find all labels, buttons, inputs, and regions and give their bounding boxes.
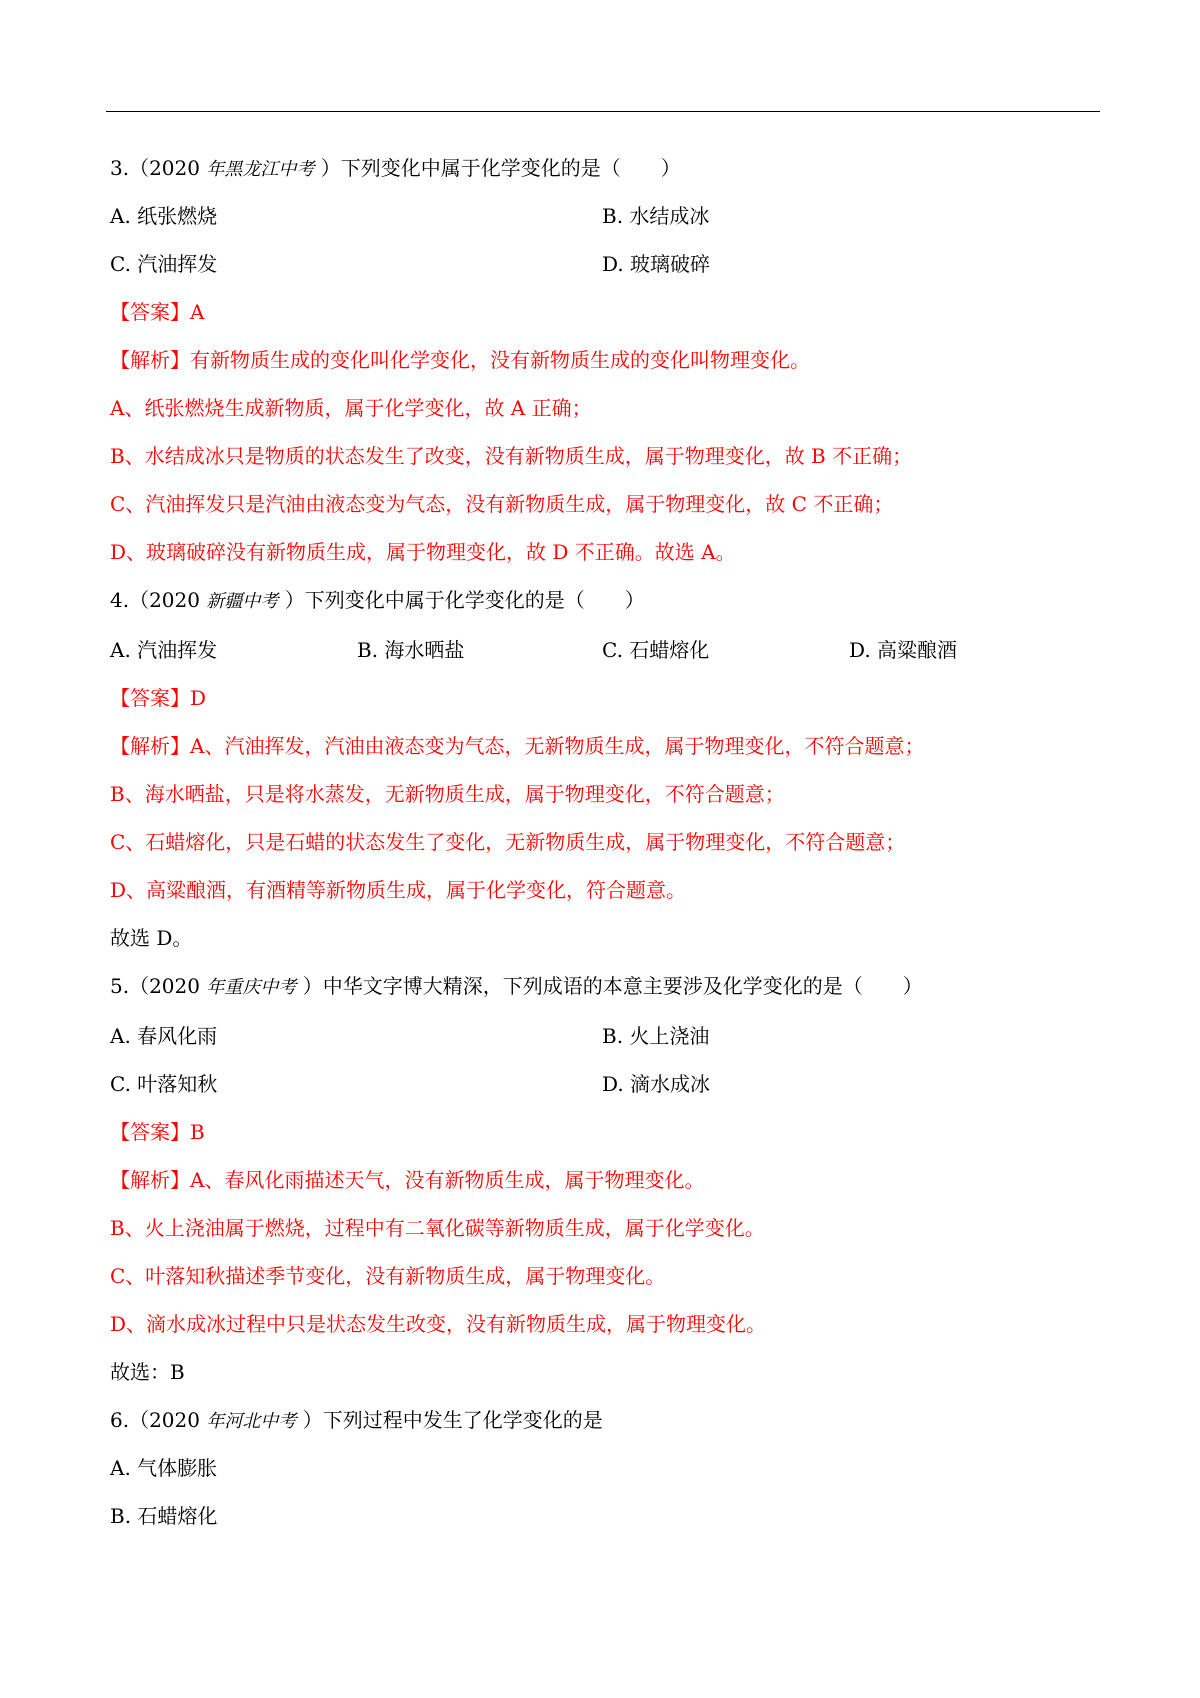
question-5-analysis-2: B、火上浇油属于燃烧，过程中有二氧化碳等新物质生成，属于化学变化。 (110, 1216, 765, 1240)
question-5-conclusion: 故选：B (110, 1360, 185, 1384)
question-5-option-a: A. 春风化雨 (110, 1024, 218, 1048)
question-3-option-c: C. 汽油挥发 (110, 252, 218, 276)
question-3-analysis-2: A、纸张燃烧生成新物质，属于化学变化，故 A 正确； (110, 396, 592, 420)
question-5-answer: 【答案】B (110, 1120, 205, 1144)
question-5-analysis-3: C、叶落知秋描述季节变化，没有新物质生成，属于物理变化。 (110, 1264, 666, 1288)
question-5-analysis-1: 【解析】A、春风化雨描述天气，没有新物质生成，属于物理变化。 (110, 1168, 705, 1192)
question-6-option-a: A. 气体膨胀 (110, 1456, 218, 1480)
header-rule (106, 111, 1100, 112)
question-3-analysis-1: 【解析】有新物质生成的变化叫化学变化，没有新物质生成的变化叫物理变化。 (110, 348, 810, 372)
question-4-analysis-2: B、海水晒盐，只是将水蒸发，无新物质生成，属于物理变化，不符合题意； (110, 782, 785, 806)
question-5-option-b: B. 火上浇油 (602, 1024, 710, 1048)
question-5-stem: 5.（2020 年重庆中考 ）中华文字博大精深，下列成语的本意主要涉及化学变化的是（ ） (110, 974, 923, 998)
question-3-option-a: A. 纸张燃烧 (110, 204, 218, 228)
question-4-stem: 4.（2020 新疆中考 ）下列变化中属于化学变化的是（ ） (110, 588, 645, 612)
question-3-option-b: B. 水结成冰 (602, 204, 710, 228)
question-4-analysis-4: D、高粱酿酒，有酒精等新物质生成，属于化学变化，符合题意。 (110, 878, 687, 902)
question-4-analysis-1: 【解析】A、汽油挥发，汽油由液态变为气态，无新物质生成，属于物理变化，不符合题意； (110, 734, 925, 758)
question-3-answer: 【答案】A (110, 300, 205, 324)
question-4-option-b: B. 海水晒盐 (357, 638, 465, 662)
question-4-option-c: C. 石蜡熔化 (602, 638, 710, 662)
question-4-option-d: D. 高粱酿酒 (849, 638, 958, 662)
question-4-analysis-3: C、石蜡熔化，只是石蜡的状态发生了变化，无新物质生成，属于物理变化，不符合题意； (110, 830, 906, 854)
question-3-analysis-4: C、汽油挥发只是汽油由液态变为气态，没有新物质生成，属于物理变化，故 C 不正确； (110, 492, 894, 516)
question-5-option-c: C. 叶落知秋 (110, 1072, 218, 1096)
question-6-option-b: B. 石蜡熔化 (110, 1504, 218, 1528)
question-4-conclusion: 故选 D。 (110, 926, 193, 950)
question-4-option-a: A. 汽油挥发 (110, 638, 218, 662)
question-4-answer: 【答案】D (110, 686, 207, 710)
question-3-analysis-3: B、水结成冰只是物质的状态发生了改变，没有新物质生成，属于物理变化，故 B 不正确； (110, 444, 913, 468)
question-5-option-d: D. 滴水成冰 (602, 1072, 711, 1096)
question-3-option-d: D. 玻璃破碎 (602, 252, 711, 276)
question-5-analysis-4: D、滴水成冰过程中只是状态发生改变，没有新物质生成，属于物理变化。 (110, 1312, 767, 1336)
question-6-stem: 6.（2020 年河北中考 ）下列过程中发生了化学变化的是 (110, 1408, 603, 1432)
question-3-stem: 3.（2020 年黑龙江中考 ）下列变化中属于化学变化的是（ ） (110, 156, 681, 180)
question-3-analysis-5: D、玻璃破碎没有新物质生成，属于物理变化，故 D 不正确。故选 A。 (110, 540, 736, 564)
